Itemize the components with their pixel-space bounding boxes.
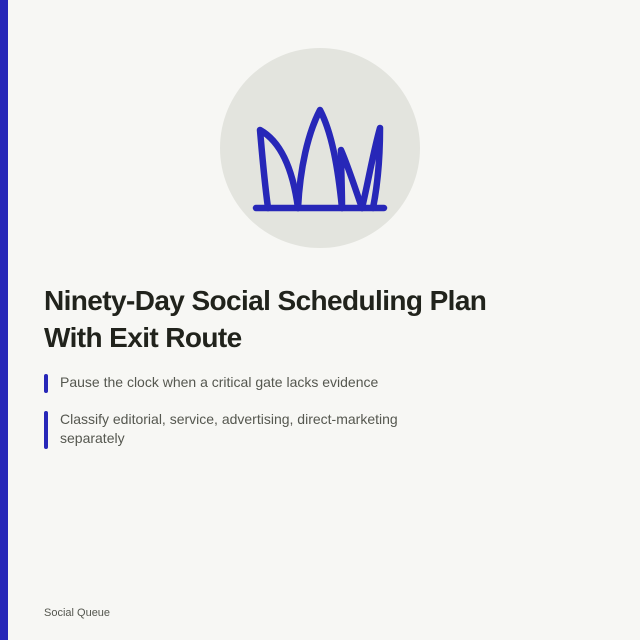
- left-accent-stripe: [0, 0, 8, 640]
- key-point-item: [44, 373, 424, 392]
- key-point-text: Classify editorial, service, advertising, direct-marketing separately: [60, 411, 398, 446]
- page-title-line-2: With Exit Route: [44, 322, 242, 353]
- footer-brand: Social Queue: [44, 607, 111, 619]
- key-point-item: [44, 410, 424, 448]
- key-points-list: [44, 373, 424, 466]
- page-title: [44, 282, 564, 356]
- grass-sprouts-icon: [220, 48, 420, 248]
- bullet-marker: [44, 411, 48, 449]
- key-point-text: Pause the clock when a critical gate lacks evidence: [60, 374, 379, 390]
- bullet-marker: [44, 374, 48, 393]
- page-title-line-1: Ninety-Day Social Scheduling Plan: [44, 285, 487, 316]
- hero-icon-badge: [220, 48, 420, 248]
